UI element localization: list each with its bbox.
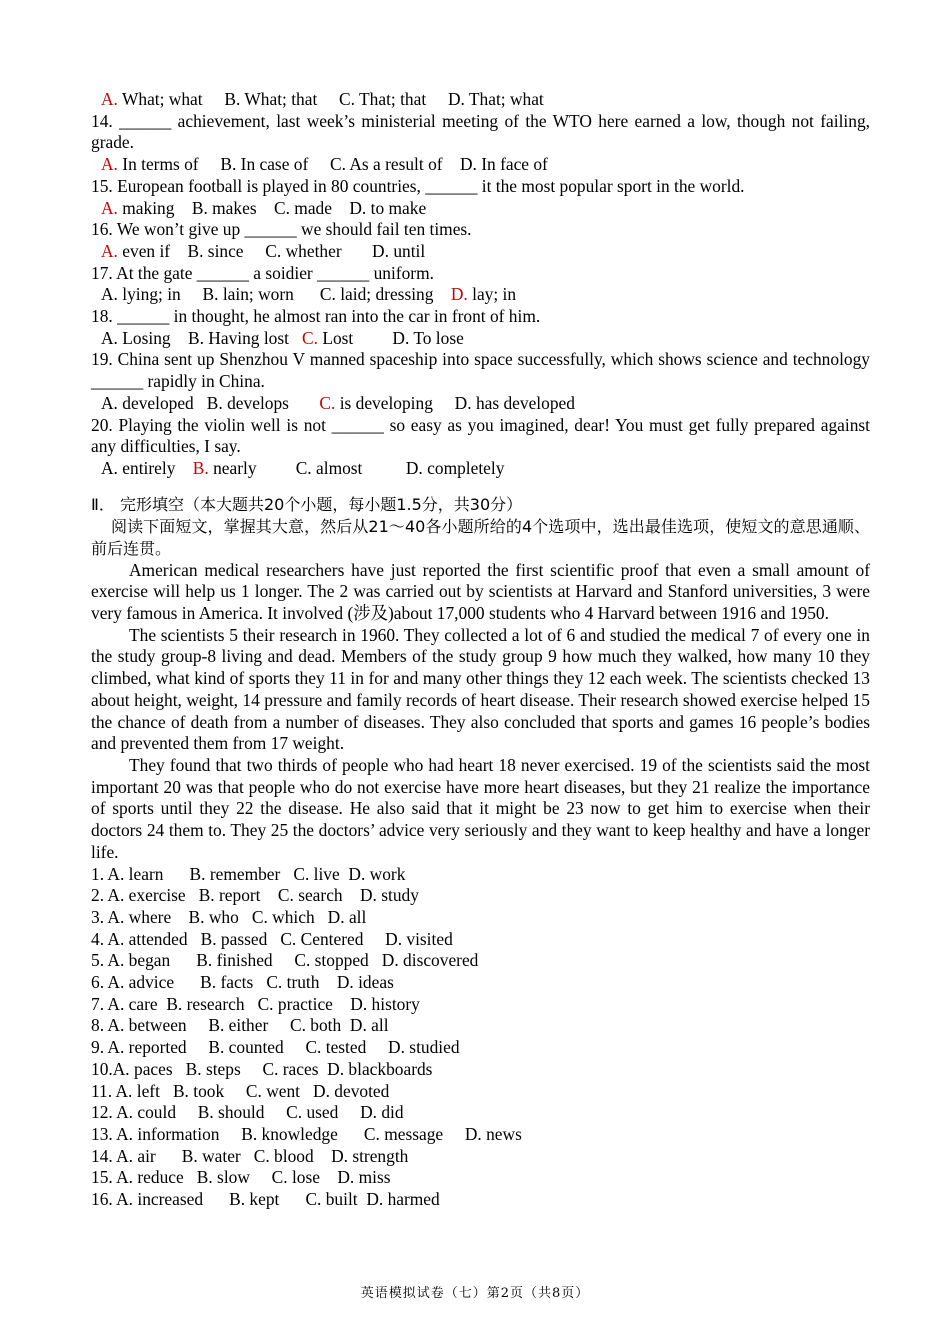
question-number: 17.: [91, 262, 113, 283]
option-letter: B.: [206, 392, 223, 413]
option-letter: B.: [187, 327, 204, 348]
option-text: made: [294, 197, 332, 218]
option-letter: D.: [405, 457, 423, 478]
cloze-choice-row: 14. A. air B. water C. blood D. strength: [91, 1145, 409, 1166]
option-letter: B.: [220, 154, 237, 175]
cloze-choice-row: 1. A. learn B. remember C. live D. work: [91, 863, 406, 884]
option-letter: A.: [101, 392, 118, 413]
page-footer: 英语模拟试卷（七）第2页（共8页）: [360, 1286, 590, 1301]
cloze-choice-row: 8. A. between B. either C. both D. all: [91, 1015, 389, 1036]
option-text: makes: [212, 197, 257, 218]
option-text: In case of: [240, 154, 309, 175]
option-letter: C.: [319, 284, 336, 305]
question-18-options: [91, 328, 870, 350]
question-13-options: [91, 89, 870, 111]
option-text: To lose: [413, 327, 464, 348]
option-letter: D.: [447, 89, 465, 109]
option-letter: C.: [295, 457, 312, 478]
option-letter: B.: [191, 197, 208, 218]
question-text: Playing the violin well is not ______ so easy as you imagined, dear! You must get fully prepared against any difficulties, I say.: [91, 414, 870, 457]
option-text: completely: [427, 457, 505, 478]
question-number: 14.: [91, 110, 113, 131]
option-text: Lost: [322, 327, 354, 348]
question-number: 15.: [91, 175, 113, 196]
option-text: In terms of: [122, 154, 199, 175]
option-letter: D.: [459, 154, 477, 175]
question-17-options: [91, 284, 870, 306]
question-17-stem: [91, 263, 870, 285]
section-gap: [91, 480, 870, 494]
section-2-instruction: 阅读下面短文，掌握其大意，然后从21～40各小题所给的4个选项中，选出最佳选项，使短文的意思通顺、前后连贯。: [91, 516, 870, 558]
cloze-choice-row: 2. A. exercise B. report C. search D. study: [91, 885, 419, 906]
cloze-choice-row: 13. A. information B. knowledge C. message D. news: [91, 1123, 522, 1144]
cloze-choice-row: 4. A. attended B. passed C. Centered D. visited: [91, 928, 453, 949]
cloze-choice-row: 3. A. where B. who C. which D. all: [91, 906, 367, 927]
option-text: until: [393, 240, 426, 261]
cloze-choice-row: 6. A. advice B. facts C. truth D. ideas: [91, 972, 394, 993]
question-number: 18.: [91, 306, 113, 327]
section-2-heading: Ⅱ． 完形填空（本大题共20个小题，每小题1.5分，共30分）: [91, 494, 523, 514]
question-14-options: [91, 154, 870, 176]
option-letter: B.: [224, 89, 241, 109]
option-letter-correct: D.: [450, 284, 468, 305]
option-text: entirely: [122, 457, 176, 478]
option-letter: B.: [187, 240, 204, 261]
option-letter: C.: [339, 89, 355, 109]
question-15-stem: [91, 176, 870, 198]
option-letter: C.: [273, 197, 290, 218]
exam-page: [91, 89, 870, 1211]
option-text: has developed: [475, 392, 575, 413]
option-letter: A.: [101, 327, 118, 348]
question-18-stem: [91, 306, 870, 328]
option-letter: A.: [101, 284, 118, 305]
option-text: In face of: [481, 154, 548, 175]
option-text: Losing: [122, 327, 171, 348]
option-letter: D.: [454, 392, 472, 413]
option-text: nearly: [213, 457, 257, 478]
question-15-options: [91, 198, 870, 220]
question-14-stem: [91, 111, 870, 154]
option-letter-correct: A.: [101, 197, 118, 218]
option-text: What; that: [244, 89, 318, 109]
cloze-choice-row: 7. A. care B. research C. practice D. history: [91, 993, 420, 1014]
option-text: lying; in: [122, 284, 181, 305]
cloze-choice-row: 5. A. began B. finished C. stopped D. discovered: [91, 950, 479, 971]
option-text: developed: [122, 392, 194, 413]
passage-paragraph-2: The scientists 5 their research in 1960. They collected a lot of 6 and studied the medical 7 of every one in the study group-8 living and dead. Members of the study group 9 how much they walked, how many 10 they climbed, what kind of sports they 11 in for and many other things they 12 each week. The scientists checked 13 about height, weight, 14 pressure and family records of heart disease. Their research showed exercise helped 15 the chance of death from a number of diseases. They also concluded that sports and games 16 people’s bodies and prevented them from 17 weight.: [91, 624, 870, 754]
question-19-stem: [91, 349, 870, 392]
question-20-options: [91, 458, 870, 480]
option-text: whether: [285, 240, 342, 261]
cloze-choice-row: 12. A. could B. should C. used D. did: [91, 1102, 404, 1123]
passage-paragraph-3: They found that two thirds of people who had heart 18 never exercised. 19 of the scientists said the most important 20 was that people who do not exercise have more heart diseases, but they 21 realize the importance of sports until they 22 the disease. He also said that it might be 23 now to get him to exercise when their doctors 24 them to. They 25 the doctors’ advice very seriously and they want to keep healthy and have a longer life.: [91, 754, 870, 862]
option-letter-correct: A.: [101, 154, 118, 175]
option-text: is developing: [339, 392, 433, 413]
option-letter: D.: [372, 240, 389, 261]
question-number: 19.: [91, 349, 113, 370]
option-letter: D.: [349, 197, 367, 218]
option-letter-correct: A.: [101, 89, 118, 109]
option-letter-correct: A.: [101, 240, 118, 261]
question-text: We won’t give up ______ we should fail ten times.: [116, 219, 472, 240]
option-letter: D.: [392, 327, 410, 348]
option-letter: C.: [330, 154, 346, 175]
option-text: making: [122, 197, 175, 218]
option-letter: B.: [202, 284, 219, 305]
question-19-options: [91, 393, 870, 415]
option-letter: C.: [265, 240, 282, 261]
question-text: European football is played in 80 countries, ______ it the most popular sport in the world.: [117, 175, 745, 196]
option-text: since: [207, 240, 244, 261]
cloze-choices: [91, 864, 870, 1211]
cloze-choice-row: 9. A. reported B. counted C. tested D. studied: [91, 1037, 460, 1058]
option-text: lain; worn: [222, 284, 294, 305]
cloze-choice-row: 10.A. paces B. steps C. races D. blackboards: [91, 1058, 433, 1079]
cloze-choice-row: 11. A. left B. took C. went D. devoted: [91, 1080, 390, 1101]
option-letter: A.: [101, 457, 118, 478]
question-text: ______ in thought, he almost ran into the car in front of him.: [117, 306, 541, 327]
option-text: develops: [227, 392, 289, 413]
question-number: 16.: [91, 219, 113, 240]
option-text: What; what: [121, 89, 203, 109]
question-20-stem: [91, 415, 870, 458]
option-text: lay; in: [472, 284, 517, 305]
cloze-choice-row: 15. A. reduce B. slow C. lose D. miss: [91, 1167, 391, 1188]
question-16-stem: [91, 219, 870, 241]
question-text: ______ achievement, last week’s ministerial meeting of the WTO here earned a low, though not failing, grade.: [91, 110, 870, 153]
option-text: to make: [370, 197, 427, 218]
option-letter-correct: B.: [192, 457, 209, 478]
option-text: That; what: [468, 89, 544, 109]
option-text: even if: [122, 240, 171, 261]
option-letter-correct: C.: [319, 392, 336, 413]
question-text: China sent up Shenzhou V manned spaceship into space successfully, which shows science and technology ______ rapidly in China.: [91, 349, 870, 392]
question-number: 20.: [91, 414, 113, 435]
question-text: At the gate ______ a soidier ______ uniform.: [116, 262, 434, 283]
option-text: As a result of: [349, 154, 443, 175]
option-text: That; that: [359, 89, 427, 109]
option-text: Having lost: [208, 327, 289, 348]
option-letter-correct: C.: [302, 327, 318, 348]
option-text: almost: [316, 457, 363, 478]
option-text: laid; dressing: [340, 284, 434, 305]
cloze-choice-row: 16. A. increased B. kept C. built D. harmed: [91, 1189, 440, 1210]
question-16-options: [91, 241, 870, 263]
passage-paragraph-1: American medical researchers have just reported the first scientific proof that even a small amount of exercise will help us 1 longer. The 2 was carried out by scientists at Harvard and Stanford universities, 3 were very famous in America. It involved (涉及)about 17,000 students who 4 Harvard between 1916 and 1950.: [91, 559, 870, 624]
